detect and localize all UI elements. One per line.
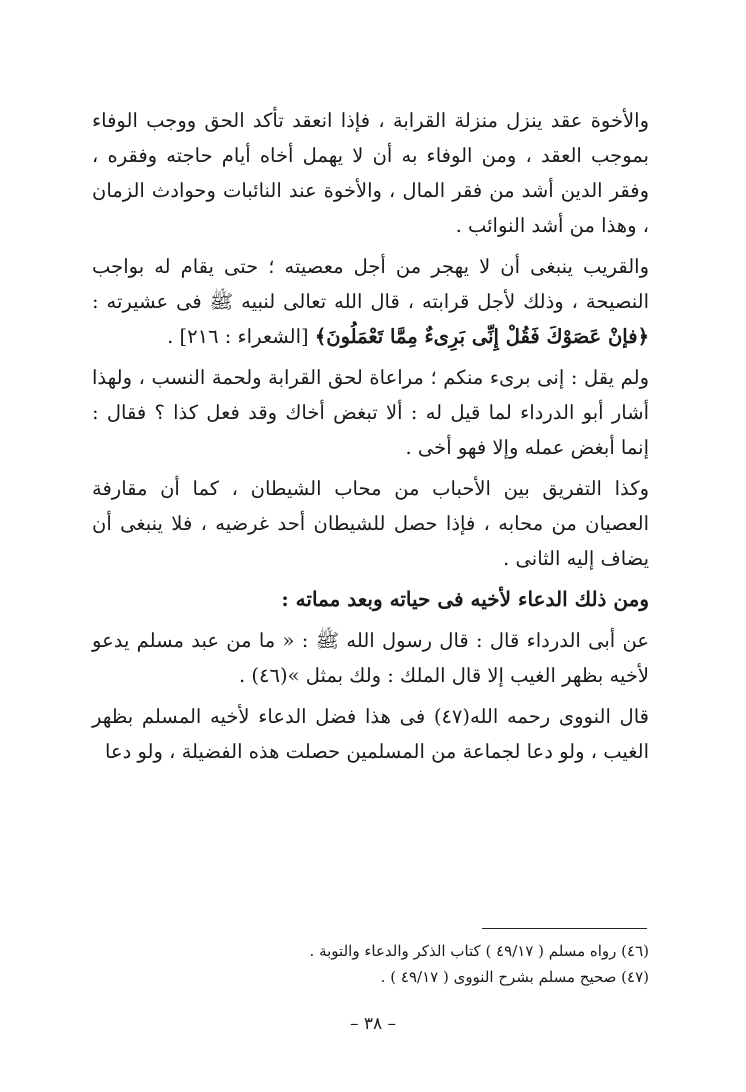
quran-reference: [الشعراء : ٢١٦] . (167, 325, 309, 348)
section-heading: ومن ذلك الدعاء لأخيه فى حياته وبعد مماته : (281, 587, 649, 611)
footnotes (92, 938, 649, 990)
paragraph-relative-text: والقريب ينبغى أن لا يهجر من أجل معصيته ؛ حتى يقام له بواجب النصيحة ، وذلك لأجل قرابته ، قال الله تعالى لنبيه ﷺ فى عشيرته : (92, 255, 649, 313)
page-number: – ٣٨ – (349, 1014, 397, 1034)
footnote-46: (٤٦) رواه مسلم ( ٤٩/١٧ ) كتاب الذكر والدعاء والتوبة . (309, 942, 649, 960)
paragraph-brotherhood: والأخوة عقد ينزل منزلة القرابة ، فإذا انعقد تأكد الحق ووجب الوفاء بموجب العقد ، ومن الوفاء به أن لا يهمل أخاه أيام حاجته وفقره ، وفقر الدين أشد من فقر المال ، والأخوة عند النائبات وحوادث الزمان ، وهذا من أشد النوائب . (92, 109, 649, 237)
paragraph-nawawi: قال النووى رحمه الله(٤٧) فى هذا فضل الدعاء لأخيه المسلم بظهر الغيب ، ولو دعا لجماعة من المسلمين حصلت هذه الفضيلة ، ولو دعا (92, 705, 649, 763)
paragraph-relative (92, 249, 649, 354)
paragraph-hadith: عن أبى الدرداء قال : قال رسول الله ﷺ : « ما من عبد مسلم يدعو لأخيه بظهر الغيب إلا قال الملك : ولك بمثل »(٤٦) . (92, 629, 649, 687)
main-text (92, 103, 649, 775)
quran-verse: ﴿فإنْ عَصَوْكَ فَقُلْ إِنِّى بَرِىءٌ مِمَّا تَعْمَلُونَ﴾ (314, 325, 649, 348)
footnote-47: (٤٧) صحيح مسلم بشرح النووى ( ٤٩/١٧ ) . (380, 968, 649, 986)
paragraph-abu-darda: ولم يقل : إنى برىء منكم ؛ مراعاة لحق القرابة ولحمة النسب ، ولهذا أشار أبو الدرداء لما قيل له : ألا تبغض أخاك وقد فعل كذا ؟ فقال : إنما أبغض عمله وإلا فهو أخى . (92, 366, 649, 459)
paragraph-separation: وكذا التفريق بين الأحباب من محاب الشيطان ، كما أن مقارفة العصيان من محابه ، فإذا حصل للشيطان أحد غرضيه ، فلا ينبغى أن يضاف إليه الثانى . (92, 477, 649, 570)
footnote-divider (482, 928, 647, 929)
